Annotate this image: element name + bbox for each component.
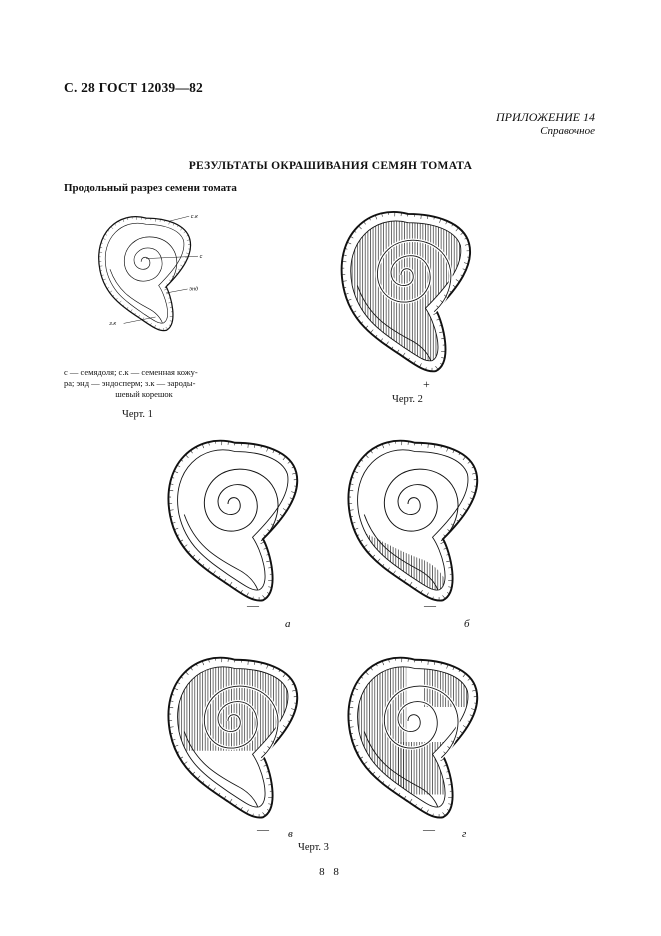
figure3-caption: Черт. 3: [298, 842, 329, 853]
fig3b-sign: —: [424, 598, 436, 612]
figure1-subtitle: Продольный разрез семени томата: [64, 182, 237, 194]
figure1-caption: Черт. 1: [122, 409, 153, 420]
page-header: С. 28 ГОСТ 12039—82: [64, 80, 203, 95]
seed-diagram-fig3b: [345, 428, 485, 608]
appendix-number: ПРИЛОЖЕНИЕ 14: [496, 110, 595, 124]
label-endosperm: энд: [189, 286, 199, 293]
seed-diagram-fig1: [74, 205, 234, 365]
legend-line-3: шевый корешок: [115, 389, 173, 399]
legend-line-1: с — семядоля; с.к — семенная кожу-: [64, 367, 198, 377]
fig3g-sign: —: [423, 822, 435, 836]
seed-diagram-fig3v: [165, 645, 305, 825]
leader-endosperm: [166, 289, 188, 293]
fig3g-letter: г: [462, 828, 467, 840]
fig3b-letter: б: [464, 618, 470, 630]
page-number: 8 8: [319, 866, 342, 878]
label-seed-coat: с.к: [190, 213, 198, 220]
figure2-sign: +: [423, 377, 430, 391]
label-cotyledon: с: [199, 253, 203, 260]
figure2-caption: Черт. 2: [392, 394, 423, 405]
figure1-legend: [64, 367, 224, 400]
fig3v-letter: в: [288, 828, 293, 840]
fig3a-letter: а: [285, 618, 291, 630]
seed-diagram-fig3g: [345, 645, 485, 825]
fig3v-sign: —: [257, 822, 269, 836]
seed-diagram-fig3a: [165, 428, 305, 608]
fig3a-sign: —: [247, 598, 259, 612]
leader-seed-coat: [170, 216, 189, 221]
appendix-type: Справочное: [540, 125, 595, 137]
legend-line-2: ра; энд — эндосперм; з.к — зароды-: [64, 378, 196, 388]
label-radicle: з.к: [109, 321, 116, 327]
section-title: РЕЗУЛЬТАТЫ ОКРАШИВАНИЯ СЕМЯН ТОМАТА: [188, 160, 473, 172]
seed-diagram-fig2: [338, 200, 478, 378]
appendix-label: [496, 110, 595, 138]
